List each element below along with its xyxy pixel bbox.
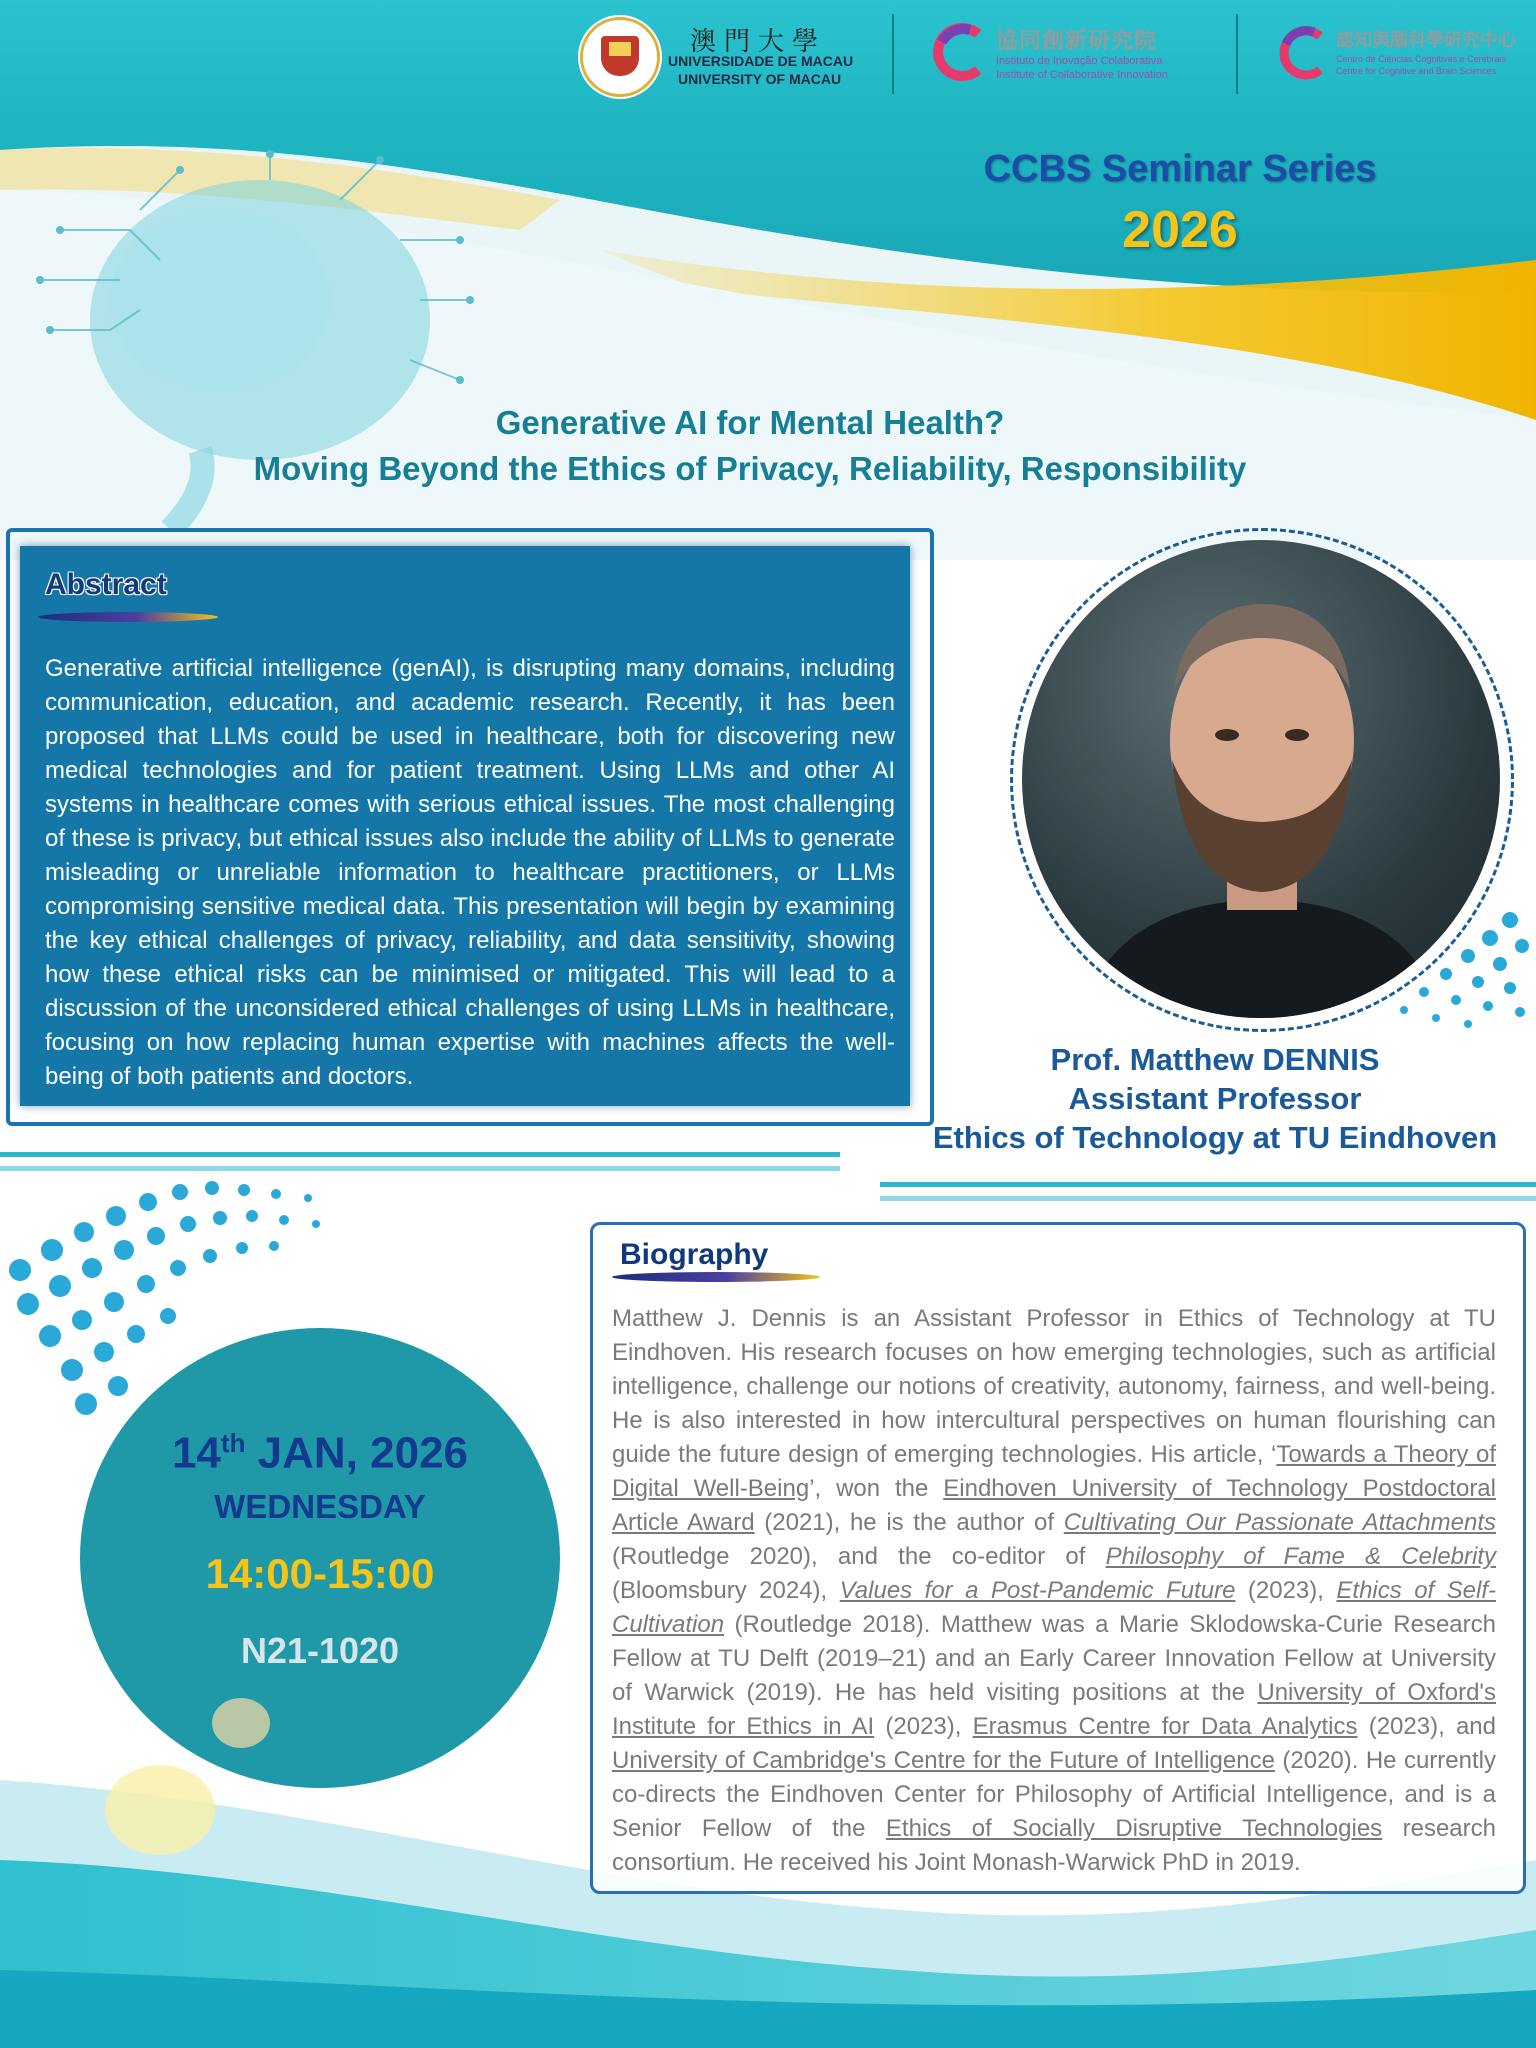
ici-logo xyxy=(930,20,1190,90)
abstract-text: Generative artificial intelligence (genAI), is disrupting many domains, including communication, education, and academic research. Recently, it has been proposed that LLMs could be used in healthcare, both for discovering new medical technologies and for patient treatment. Using LLMs and other AI systems in healthcare comes with serious ethical issues. The most challenging of these is privacy, but ethical issues also include the ability of LLMs to generate misleading or unreliable information to healthcare practitioners, or LLMs compromising sensitive medical data. This presentation will begin by examining the key ethical challenges of privacy, reliability, and data sensitivity, showing how these ethical risks can be minimised or mitigated. This will lead to a discussion of the unconsidered ethical challenges of using LLMs in healthcare, focusing on how replacing human expertise with machines affects the well-being of both patients and doctors. xyxy=(45,655,895,1090)
bio-link-erasmus[interactable]: Erasmus Centre for Data Analytics xyxy=(972,1713,1358,1740)
speaker-photo xyxy=(1022,540,1500,1018)
bio-book-self-cultivation[interactable]: Ethics of Self-Cultivation xyxy=(612,1577,1497,1638)
ccbs-c-logo-icon xyxy=(1276,24,1328,82)
biography-text: Matthew J. Dennis is an Assistant Professor in Ethics of Technology at TU Eindhoven. His research focuses on how emerging technologies, such as artificial intelligence, challenge our notions of creativity, autonomy, fairness, and well-being. He is also interested in how intercultural perspectives on human flourishing can guide the future design of emerging technologies. His article, ‘Towards a Theory of Digital Well-Being’, won the Eindhoven University of Technology Postdoctoral Article Award (2021), he is the author of Cultivating Our Passionate Attachments (Routledge 2020), and the co-editor of Philosophy of Fame & Celebrity (Bloomsbury 2024), Values for a Post-Pandemic Future (2023), Ethics of Self-Cultivation (Routledge 2018). Matthew was a Marie Sklodowska-Curie Research Fellow at TU Delft (2019–21) and an Early Career Innovation Fellow at University of Warwick (2019). He has held visiting positions at the University of Oxford's Institute for Ethics in AI (2023), Erasmus Centre for Data Analytics (2023), and University of Cambridge's Centre for the Future of Intelligence (2020). He currently co-directs the Eindhoven Center for Philosophy of Artificial Intelligence, and is a Senior Fellow of the Ethics of Socially Disruptive Technologies research consortium. He received his Joint Monash-Warwick PhD in 2019. xyxy=(612,1305,1497,1876)
ici-name-english: Institute of Collaborative Innovation xyxy=(996,69,1168,81)
bio-link-digital-wellbeing[interactable]: Towards a Theory of Digital Well-Being xyxy=(612,1441,1496,1502)
event-month-year: JAN, 2026 xyxy=(245,1428,469,1478)
bio-link-esdit[interactable]: Ethics of Socially Disruptive Technologies xyxy=(885,1815,1383,1842)
talk-title-line2: Moving Beyond the Ethics of Privacy, Reliability, Responsibility xyxy=(253,450,1247,487)
university-of-macau-logo xyxy=(580,15,860,95)
speaker-info xyxy=(900,1040,1530,1157)
ccbs-name-english: Centre for Cognitive and Brain Sciences xyxy=(1336,66,1497,76)
decorative-bubble xyxy=(212,1698,270,1748)
bio-link-cambridge[interactable]: University of Cambridge's Centre for the Future of Intelligence xyxy=(612,1747,1275,1774)
speaker-affiliation: Ethics of Technology at TU Eindhoven xyxy=(932,1120,1498,1155)
abstract-heading-swoosh xyxy=(38,612,218,622)
section-divider xyxy=(0,1166,840,1171)
ici-name-chinese: 協同創新研究院 xyxy=(996,28,1158,53)
ccbs-logo xyxy=(1276,22,1532,92)
speaker-name: Prof. Matthew DENNIS xyxy=(1050,1042,1380,1077)
event-time: 14:00-15:00 xyxy=(205,1550,435,1597)
biography-heading-swoosh xyxy=(612,1272,820,1282)
talk-title-line1: Generative AI for Mental Health? xyxy=(495,404,1005,441)
seminar-series-title: CCBS Seminar Series xyxy=(983,148,1377,190)
logo-divider xyxy=(892,14,894,94)
section-divider xyxy=(0,1152,840,1157)
bio-link-tue-award[interactable]: Eindhoven University of Technology Postdoctoral Article Award xyxy=(612,1475,1496,1536)
logo-divider xyxy=(1236,14,1238,94)
um-name-portuguese: UNIVERSIDADE DE MACAU xyxy=(668,53,854,69)
um-name-english: UNIVERSITY OF MACAU xyxy=(678,71,842,87)
event-date xyxy=(80,1428,560,1479)
section-divider xyxy=(880,1196,1536,1201)
event-weekday: WEDNESDAY xyxy=(214,1488,426,1525)
event-room: N21-1020 xyxy=(240,1630,400,1671)
section-divider xyxy=(880,1182,1536,1187)
um-name-chinese: 澳門大學 xyxy=(690,27,827,57)
bio-link-oxford[interactable]: University of Oxford's Institute for Ethics in AI xyxy=(612,1679,1496,1740)
ccbs-name-chinese: 認知與腦科學研究中心 xyxy=(1336,30,1516,50)
abstract-heading: Abstract xyxy=(45,568,167,601)
seminar-series-year: 2026 xyxy=(1122,201,1238,259)
ici-name-portuguese: Instituto de Inovação Colaborativa xyxy=(996,55,1163,67)
um-seal-icon xyxy=(580,17,660,97)
speaker-position: Assistant Professor xyxy=(1068,1081,1362,1116)
biography-heading: Biography xyxy=(620,1238,769,1271)
talk-title xyxy=(150,400,1350,492)
event-day-number: 14 xyxy=(171,1428,221,1478)
speaker-silhouette xyxy=(1022,540,1500,1018)
bio-book-passionate-attachments[interactable]: Cultivating Our Passionate Attachments xyxy=(1063,1509,1496,1536)
ccbs-name-portuguese: Centro de Ciências Cognitivas e Cerebrais xyxy=(1336,54,1507,64)
ici-c-logo-icon xyxy=(930,22,986,82)
bio-book-fame-celebrity[interactable]: Philosophy of Fame & Celebrity xyxy=(1105,1543,1497,1570)
event-day-suffix: th xyxy=(220,1428,246,1458)
bio-book-post-pandemic[interactable]: Values for a Post-Pandemic Future xyxy=(839,1577,1236,1604)
